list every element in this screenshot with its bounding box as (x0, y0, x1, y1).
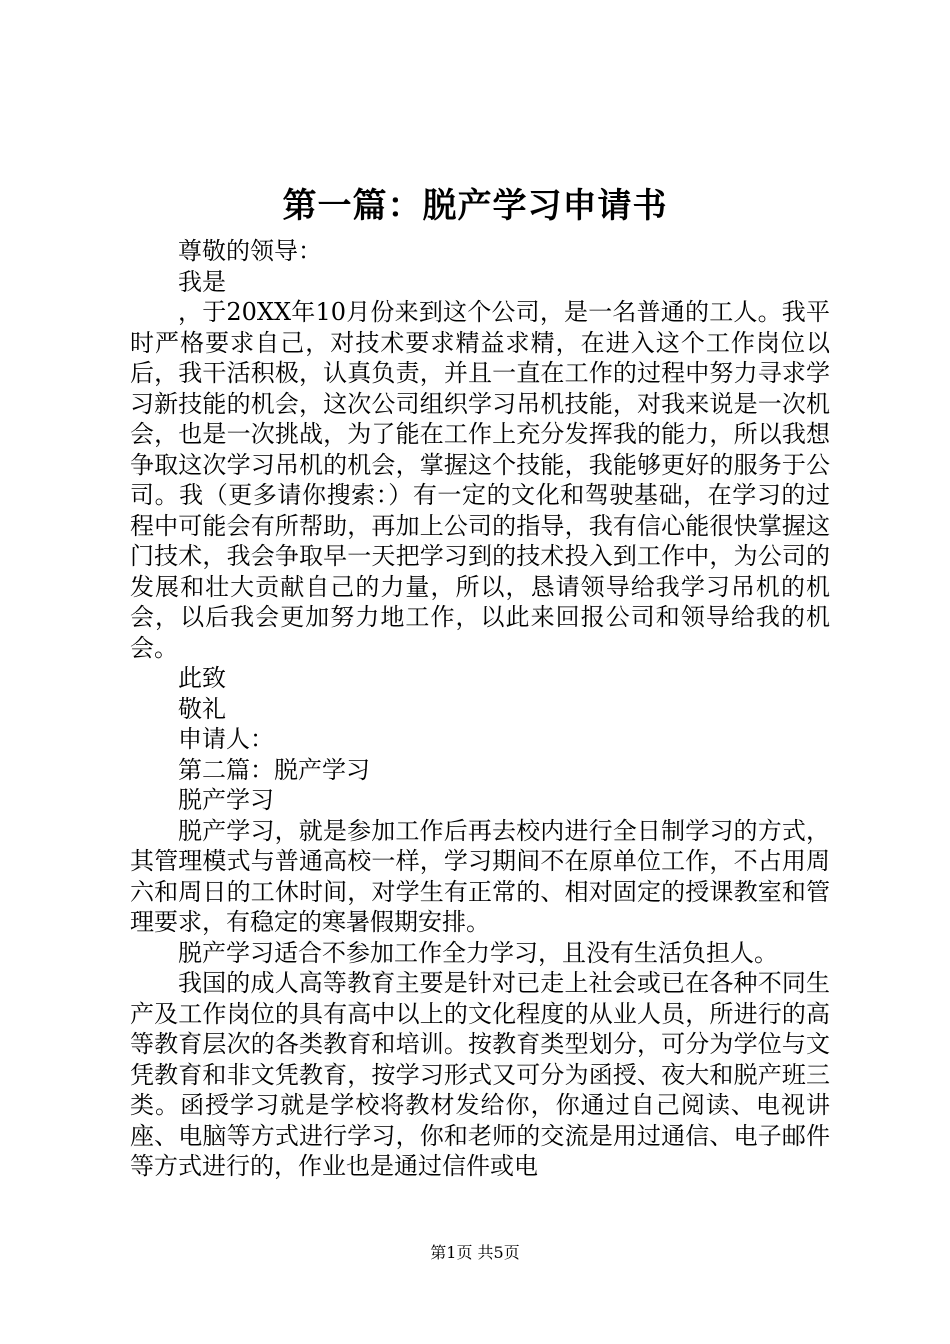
paragraph: 脱产学习适合不参加工作全力学习，且没有生活负担人。 (178, 938, 778, 967)
paragraph: ，于20XX年10月份来到这个公司，是一名普通的工人。我平时严格要求自己，对技术要求精益求精，在进入这个工作岗位以后，我干活积极，认真负责，并且一直在工作的过程中努力寻求学习新技能的机会，这次公司组织学习吊机技能，对我来说是一次机会，也是一次挑战，为了能在工作上充分发挥我的能力，所以我想争取这次学习吊机的机会，掌握这个技能，我能够更好的服务于公司。我（更多请你搜索：）有一定的文化和驾驶基础，在学习的过程中可能会有所帮助，再加上公司的指导，我有信心能很快掌握这门技术，我会争取早一天把学习到的技术投入到工作中，为公司的发展和壮大贡献自己的力量，所以，恳请领导给我学习吊机的机会，以后我会更加努力地工作，以此来回报公司和领导给我的机会。 (130, 298, 830, 662)
section-subheading: 脱产学习 (178, 786, 274, 814)
paragraph: 我国的成人高等教育主要是针对已走上社会或已在各种不同生产及工作岗位的具有高中以上的文化程度的从业人员，所进行的高等教育层次的各类教育和培训。按教育类型划分，可分为学位与文凭教育和非文凭教育，按学习形式又可分为函授、夜大和脱产班三类。函授学习就是学校将教材发给你，你通过自己阅读、电视讲座、电脑等方式进行学习，你和老师的交流是用过通信、电子邮件等方式进行的，作业也是通过信件或电 (130, 969, 830, 1180)
closing-line: 敬礼 (178, 694, 226, 723)
page-number-footer: 第1页 共5页 (430, 1243, 520, 1262)
applicant-line: 申请人： (178, 725, 274, 753)
paragraph: 我是 (178, 267, 226, 296)
document-title: 第一篇：脱产学习申请书 (282, 186, 668, 226)
closing-line: 此致 (178, 664, 226, 692)
document-body (130, 236, 830, 1182)
salutation: 尊敬的领导： (178, 237, 322, 265)
section-heading: 第二篇：脱产学习 (178, 755, 370, 784)
paragraph: 脱产学习，就是参加工作后再去校内进行全日制学习的方式，其管理模式与普通高校一样，学习期间不在原单位工作，不占用周六和周日的工休时间，对学生有正常的、相对固定的授课教室和管理要求，有稳定的寒暑假期安排。 (130, 816, 830, 936)
